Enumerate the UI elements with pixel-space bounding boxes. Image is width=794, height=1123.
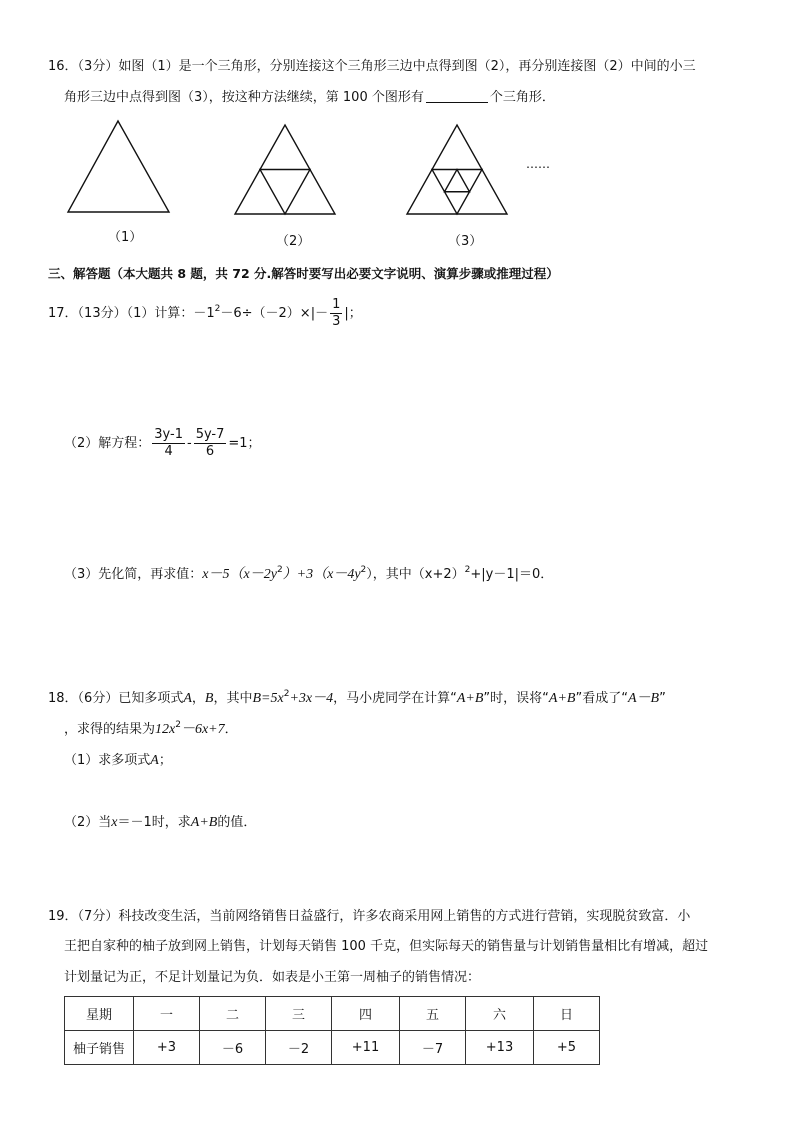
q18-line1-d: ，马小虎同学在计算“ — [333, 691, 457, 706]
q18-result: 12x — [155, 722, 176, 737]
q18-line1-e: ”时，误将“ — [483, 691, 549, 706]
q17-part1-frac-den: 3 — [332, 314, 341, 329]
q18-line2-b: ． — [224, 722, 238, 737]
q19-line1: 19．（7分）科技改变生活，当前网络销售日益盛行，许多农商采用网上销售的方式进行营销，实现脱贫致富．小 — [48, 909, 691, 924]
q17-part2-frac2-den: 6 — [205, 444, 215, 459]
figure-3-caption: （3） — [448, 234, 483, 249]
table-header-cell: 五 — [400, 997, 466, 1031]
table-cell: +11 — [332, 1031, 400, 1065]
q18-line2-a: ，求得的结果为 — [64, 722, 156, 737]
q17-part2 — [64, 427, 261, 460]
q18-part2-ab: A+B — [190, 815, 218, 830]
q18-line1-c: ，其中 — [213, 691, 253, 706]
q17-part3-f: ），其中（x+2） — [366, 567, 465, 582]
q17-part3-d: ）+3（x－4y — [282, 567, 361, 582]
q17-part2-frac1-den: 4 — [164, 444, 173, 459]
table-cell: +5 — [534, 1031, 600, 1065]
figure-3-triangle — [403, 122, 511, 218]
q18-line1-a: 18．（6分）已知多项式 — [48, 691, 184, 706]
table-header-cell: 日 — [534, 997, 600, 1031]
q17-part1-suffix: |； — [344, 306, 362, 321]
q18-ab-2: A+B — [548, 691, 576, 706]
q18-part1 — [64, 751, 172, 771]
q18-result-rest: －6x+7 — [180, 722, 225, 737]
table-cell: －2 — [266, 1031, 332, 1065]
q17-part3-e: 2 — [360, 565, 367, 575]
q17-part2-frac2-num: 5y-7 — [195, 427, 225, 442]
q17-part1-frac-num: 1 — [332, 297, 341, 312]
q17-part2-fraction-2 — [194, 427, 227, 460]
q18-part1-b: ； — [158, 753, 172, 768]
q18-expr-b-exp: 2 — [283, 689, 290, 699]
q17-part2-minus: - — [186, 436, 192, 451]
q16-answer-blank[interactable] — [426, 88, 488, 103]
table-row — [65, 1031, 600, 1065]
q18-part2-b: ＝－1时，求 — [117, 815, 191, 830]
q17-part1-exp: 2 — [214, 304, 221, 314]
q18-ab-3: A－B — [627, 691, 660, 706]
q18-line1-f: ”看成了“ — [575, 691, 628, 706]
q17-part3 — [64, 565, 553, 585]
q17-part1-prefix: 17．（13分）（1）计算：－1 — [48, 306, 215, 321]
q18-line1-g: ” — [659, 691, 666, 706]
figure-2-caption: （2） — [276, 234, 311, 249]
q17-part1-mid: －6÷（－2）×|－ — [220, 306, 329, 321]
q18-expr-b: B=5x — [252, 691, 284, 706]
q16-line2 — [64, 88, 555, 108]
q18-part2-x: x — [111, 815, 118, 830]
table-cell: －6 — [200, 1031, 266, 1065]
q18-part2-a: （2）当 — [64, 815, 112, 830]
table-header-cell: 三 — [266, 997, 332, 1031]
q19-line2: 王把自家种的柚子放到网上销售，计划每天销售 100 千克，但实际每天的销售量与计划销售量相比有增减，超过 — [64, 939, 709, 954]
q16-line1: 16．（3分）如图（1）是一个三角形，分别连接这个三角形三边中点得到图（2），再分别连接图（2）中间的小三 — [48, 59, 696, 74]
section-3-title: 三、解答题（本大题共 8 题，共 72 分.解答时要写出必要文字说明、演算步骤或推理过程） — [48, 266, 559, 281]
q18-line1 — [48, 689, 666, 709]
table-cell: 柚子销售 — [65, 1031, 134, 1065]
q18-line1-b: ， — [191, 691, 205, 706]
q16-line2-text-b: 个三角形． — [489, 90, 555, 105]
q19-line3: 计划量记为正，不足计划量记为负．如表是小王第一周柚子的销售情况： — [64, 970, 481, 985]
table-header-cell: 四 — [332, 997, 400, 1031]
q18-part2-c: 的值． — [217, 815, 257, 830]
q17-part2-suffix: =1； — [228, 436, 261, 451]
q18-result-exp: 2 — [175, 720, 181, 730]
figure-1-triangle — [64, 118, 174, 216]
q17-part1-fraction — [330, 297, 342, 330]
q17-part3-g: 2 — [464, 565, 471, 575]
figure-ellipsis: …… — [526, 157, 550, 171]
q18-part2 — [64, 813, 256, 833]
table-cell: +3 — [134, 1031, 200, 1065]
q18-var-b: B — [204, 691, 214, 706]
q18-expr-b-rest: +3x－4 — [289, 691, 334, 706]
table-header-cell: 星期 — [65, 997, 134, 1031]
q18-part1-var: A — [150, 753, 159, 768]
q17-part3-h: +|y－1|＝0． — [470, 567, 554, 582]
q18-var-a: A — [183, 691, 192, 706]
figure-2-triangle — [231, 122, 339, 218]
q17-part1 — [48, 297, 362, 330]
q18-line2 — [64, 720, 238, 740]
q17-part3-a: （3）先化简，再求值： — [64, 567, 203, 582]
q17-part3-c: 2 — [276, 565, 283, 575]
q18-part1-a: （1）求多项式 — [64, 753, 151, 768]
q19-sales-table — [64, 996, 600, 1065]
q17-part2-prefix: （2）解方程： — [64, 436, 151, 451]
table-header-cell: 一 — [134, 997, 200, 1031]
figure-1-caption: （1） — [108, 230, 143, 245]
table-header-cell: 二 — [200, 997, 266, 1031]
q17-part3-b: x－5（x－2y — [202, 567, 277, 582]
q18-ab-1: A+B — [456, 691, 484, 706]
table-row — [65, 997, 600, 1031]
q17-part2-frac1-num: 3y-1 — [154, 427, 183, 442]
q17-part2-fraction-1 — [152, 427, 185, 460]
q16-line2-text-a: 角形三边中点得到图（3），按这种方法继续，第 100 个图形有 — [64, 90, 424, 105]
table-cell: +13 — [466, 1031, 534, 1065]
table-header-cell: 六 — [466, 997, 534, 1031]
table-cell: －7 — [400, 1031, 466, 1065]
